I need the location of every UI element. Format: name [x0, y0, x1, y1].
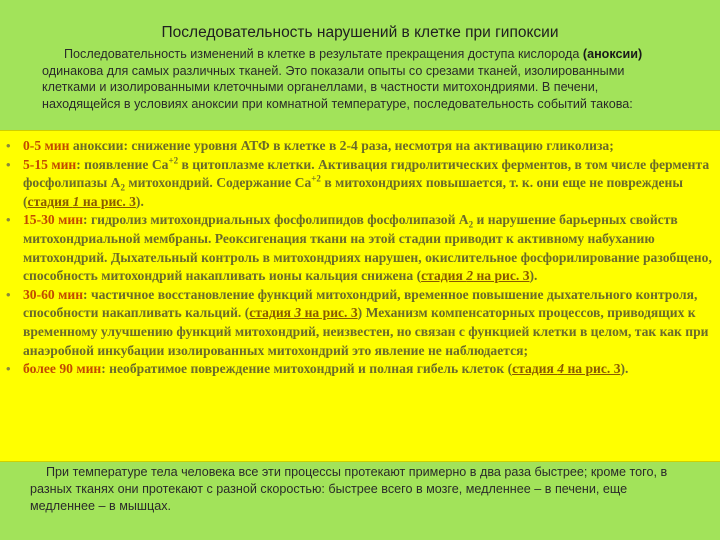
intro-text-2: одинакова для самых различных тканей. Это показали опыты со срезами тканей, изолированными клетками и изолированными клеточными органеллами, в частности митохондриями. В печени, находящейся в условиях аноксии при комнатной температуре, последовательность событий такова:	[42, 63, 633, 111]
figure-link-stage-4[interactable]: стадия 4 на рис. 3	[512, 361, 621, 377]
stages-list	[6, 137, 716, 379]
stage-time: 30-60 мин	[23, 286, 84, 302]
figure-link-stage-1[interactable]: стадия 1 на рис. 3	[27, 193, 136, 209]
bullet-icon: •	[6, 212, 11, 228]
bullet-icon: •	[6, 138, 11, 153]
stage-text: митохондрий. Содержание Са	[124, 175, 312, 191]
stage-item-5	[6, 360, 716, 379]
subscript: 2	[468, 220, 474, 231]
stage-text: в цитоплазме клетки. Активация гидролитических ферментов, в том числе фермента фосфолипазы А	[23, 156, 710, 191]
stage-text: в митохондриях повышается, т. к. они еще не повреждены (	[23, 175, 684, 209]
outro-text: При температуре тела человека все эти процессы протекают примерно в два раза быстрее; кроме того, в разных тканях они протекают с разной скоростью: быстрее всего в мозге, медленнее – в печени, еще медленнее – в мышцах.	[30, 465, 668, 513]
stage-time: 0-5 мин	[23, 138, 70, 153]
stage-time: 15-30 мин	[23, 212, 84, 228]
stage-text: : появление Са	[76, 156, 169, 172]
stages-panel	[0, 130, 720, 462]
intro-text-1: Последовательность изменений в клетке в результате прекращения доступа кислорода	[64, 47, 580, 61]
stage-text: и нарушение барьерных свойств митохондриальной мембраны. Реоксигенация ткани на этой стадии приводит к активному набуханию митохондрий. Дыхательный контроль в митохондриях нарушен, окислительное фосфорилирование разобщено, способность митохондрий накапливать ионы кальция снижена (	[23, 212, 712, 284]
stage-text: : частичное восстановление функций митохондрий, временное повышение дыхательного контроля, способности накапливать кальций. (	[23, 286, 698, 321]
figure-link-stage-2[interactable]: стадия 2 на рис. 3	[421, 268, 530, 284]
slide-title: Последовательность нарушений в клетке при гипоксии	[161, 24, 559, 41]
stage-text: ).	[135, 193, 144, 209]
stage-time: 5-15 мин	[23, 156, 77, 172]
stage-item-1	[6, 137, 716, 156]
subscript: 2	[120, 182, 125, 193]
bullet-icon: •	[6, 361, 11, 377]
stage-text: : необратимое повреждение митохондрий и полная гибель клеток (	[101, 361, 513, 377]
stage-item-2	[6, 156, 716, 212]
stage-text: аноксии: снижение уровня АТФ в клетке в 2-4 раза, несмотря на активацию гликолиза;	[69, 138, 614, 153]
bullet-icon: •	[6, 156, 11, 172]
stage-time: более 90 мин	[23, 361, 102, 377]
intro-bold-term: (аноксии)	[582, 47, 643, 61]
stage-text: ) Механизм компенсаторных процессов, приводящих к временному улучшению функций митохондрий, неизвестен, но связан с функцией клетки в целом, так как при анаэробной инкубации изолированных митохондрий это явление не наблюдается;	[23, 305, 709, 358]
superscript: +2	[311, 173, 321, 184]
stage-item-4	[6, 286, 716, 360]
intro-paragraph	[42, 46, 672, 112]
stage-text: ).	[620, 361, 629, 377]
bullet-icon: •	[6, 286, 11, 302]
outro-paragraph	[30, 464, 690, 515]
superscript: +2	[168, 155, 179, 166]
stage-text: ).	[529, 268, 538, 284]
stage-item-3	[6, 211, 716, 285]
stage-text: : гидролиз митохондриальных фосфолипидов фосфолипазой А	[83, 212, 469, 228]
figure-link-stage-3[interactable]: стадия 3 на рис. 3	[249, 305, 358, 321]
